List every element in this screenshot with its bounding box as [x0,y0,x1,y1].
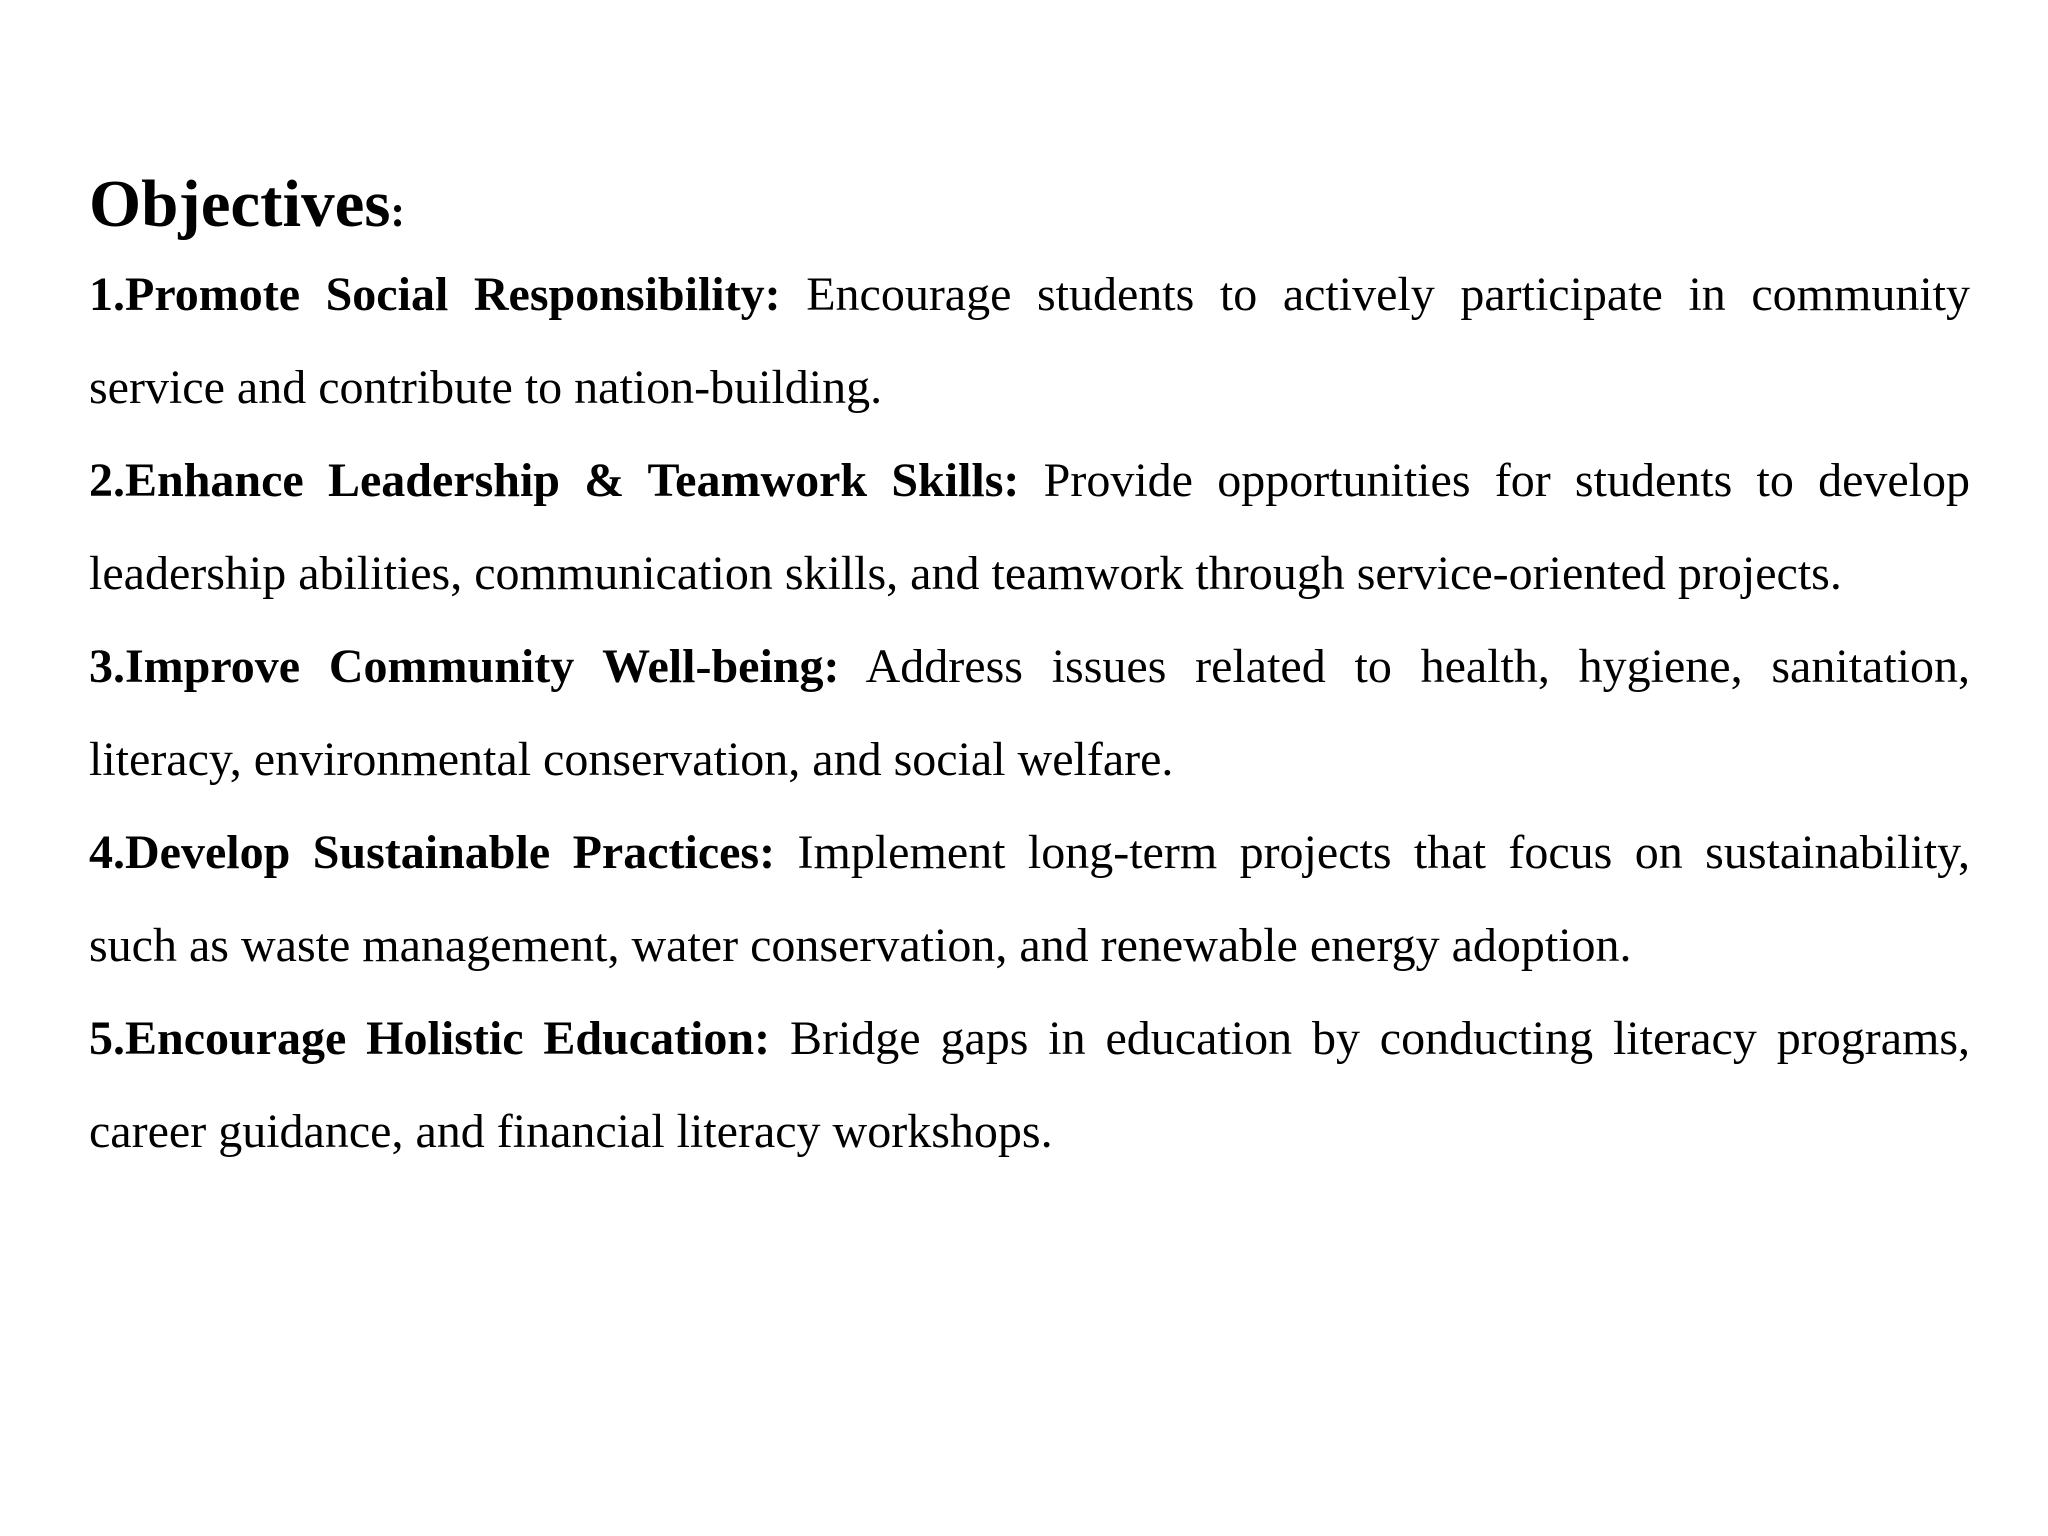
objective-number: 3. [89,640,125,693]
objective-number: 4. [89,826,125,879]
objective-body: Implement long-term projects that focus on sustainability, such as waste management, water conservation, and renewable energy adoption. [89,826,1971,972]
page-title [89,160,1970,248]
objective-number: 5. [89,1012,125,1065]
objective-item [89,248,1970,434]
objectives-list [89,248,1970,1178]
objective-body: Bridge gaps in education by conducting literacy programs, career guidance, and financial literacy workshops. [89,1012,1971,1158]
objective-item [89,620,1970,806]
objective-item [89,806,1970,992]
objective-number: 1. [89,268,125,321]
objective-item [89,434,1970,620]
objective-title: Develop Sustainable Practices: [125,826,776,879]
objective-item [89,992,1970,1178]
objective-title: Promote Social Responsibility: [125,268,781,321]
objective-title: Improve Community Well-being: [125,640,840,693]
objective-body: Provide opportunities for students to develop leadership abilities, communication skills, and teamwork through service-oriented projects. [89,454,1971,600]
objective-body: Encourage students to actively participate in community service and contribute to nation-building. [89,268,1971,414]
objective-body: Address issues related to health, hygiene, sanitation, literacy, environmental conservation, and social welfare. [89,640,1971,786]
objective-title: Enhance Leadership & Teamwork Skills: [125,454,1020,507]
page-title-colon: : [390,187,406,236]
page-title-text: Objectives [89,167,391,241]
objective-title: Encourage Holistic Education: [125,1012,771,1065]
objective-number: 2. [89,454,125,507]
